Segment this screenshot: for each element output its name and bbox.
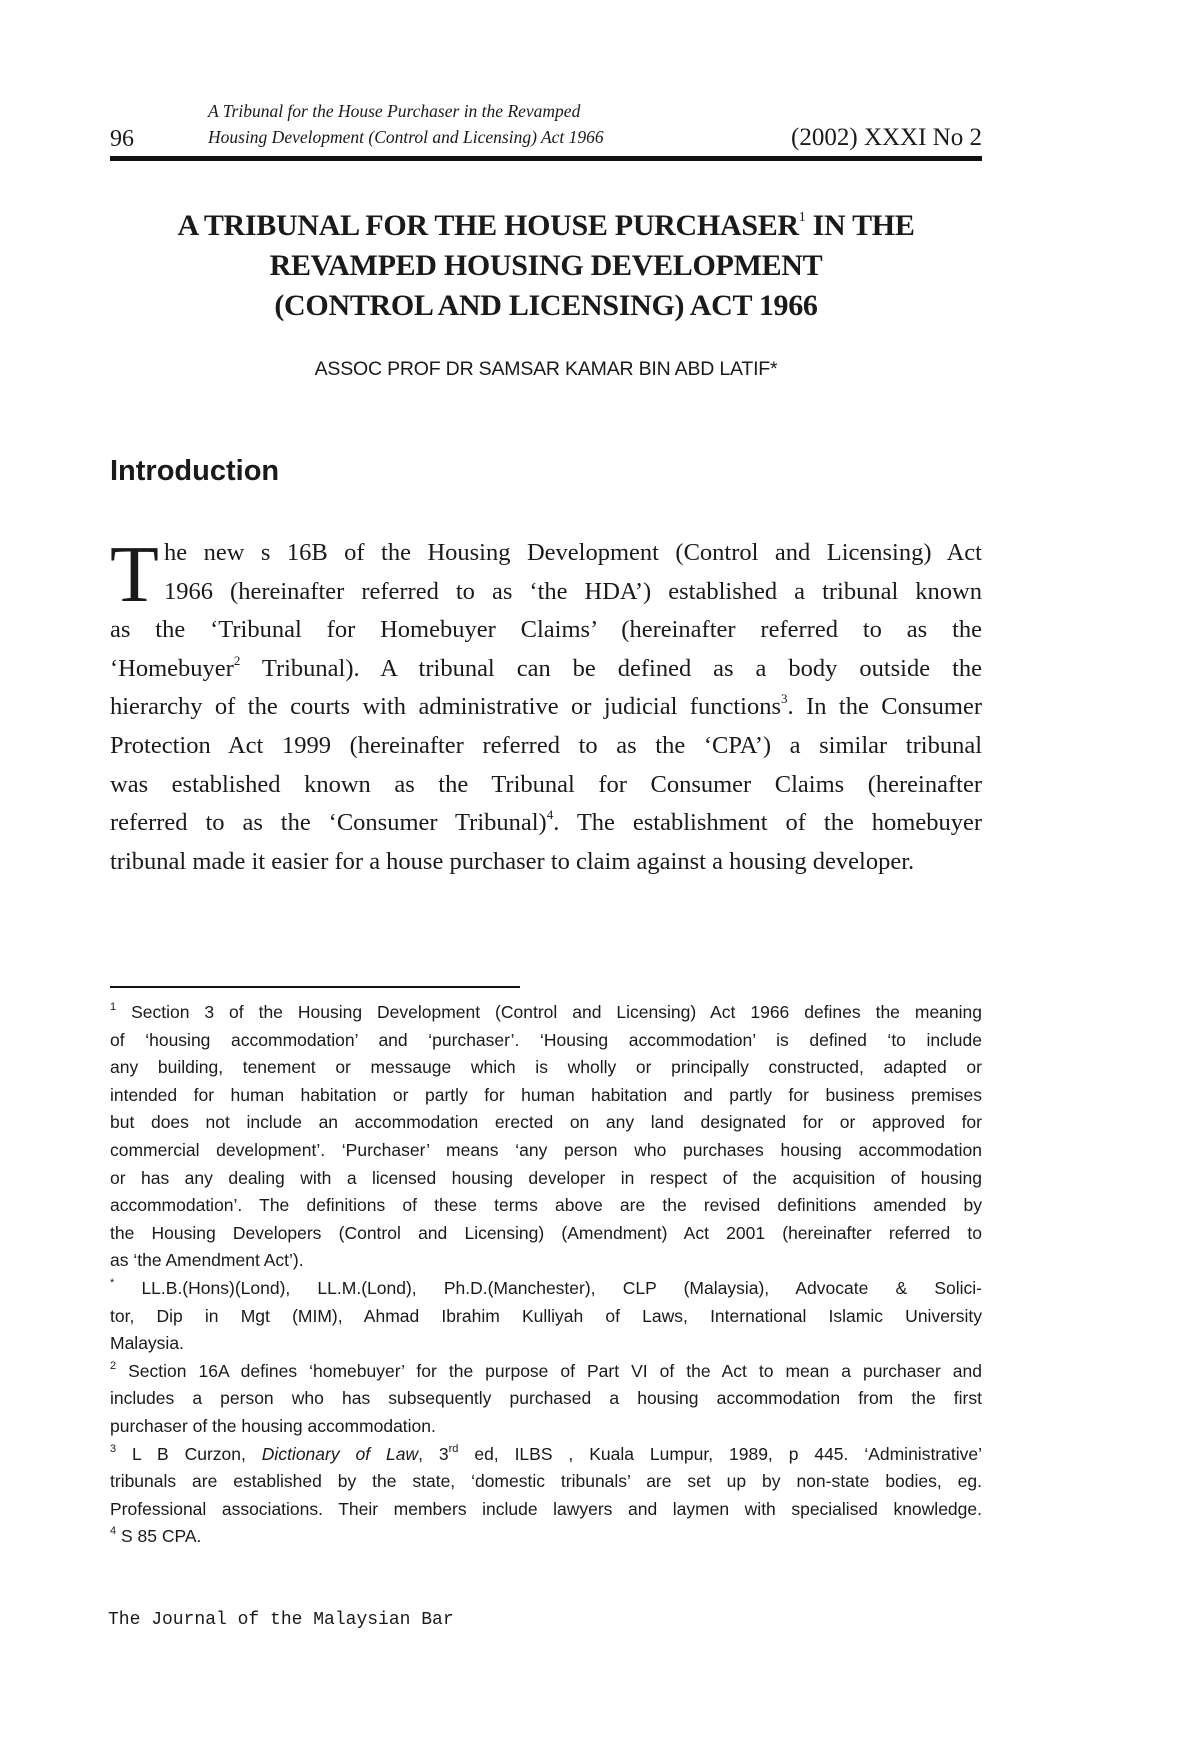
footnote-mark: 3: [110, 1442, 117, 1455]
footnote-line: commercial development’. ‘Purchaser’ means ‘any person who purchases housing accommodation: [110, 1139, 982, 1160]
running-title: [208, 98, 604, 150]
footnote-line: tor, Dip in Mgt (MIM), Ahmad Ibrahim Kulliyah of Laws, International Islamic University: [110, 1305, 982, 1326]
paragraph-line: [110, 804, 982, 843]
footnote-3: [110, 1441, 982, 1524]
footnote-mark: 2: [110, 1359, 117, 1372]
footnote-line: as ‘the Amendment Act’).: [110, 1250, 304, 1271]
footnote-text: Section 16A defines ‘homebuyer’ for the purpose of Part VI of the Act to mean a purchaser and: [116, 1360, 982, 1381]
paragraph-line: tribunal made it easier for a house purchaser to claim against a housing developer.: [110, 847, 915, 875]
running-title-line: Housing Development (Control and Licensing) Act 1966: [208, 127, 604, 147]
paragraph-text: Tribunal). A tribunal can be defined as a body outside the: [240, 654, 982, 682]
paragraph-text: hierarchy of the courts with administrative or judicial functions: [110, 693, 781, 721]
paragraph-line: 1966 (hereinafter referred to as ‘the HDA’) established a tribunal known: [164, 577, 982, 605]
paragraph-line: as the ‘Tribunal for Homebuyer Claims’ (hereinafter referred to as the: [110, 616, 982, 644]
footnote-text: S 85 CPA.: [116, 1526, 202, 1547]
intro-paragraph: [110, 531, 982, 881]
paragraph-text: . In the Consumer: [787, 693, 982, 721]
footnote-mark: 1: [110, 1001, 117, 1013]
footnote-ref: 1: [798, 210, 806, 225]
footnote-line: Malaysia.: [110, 1333, 184, 1354]
footnote-line: [110, 1275, 982, 1303]
footnote-line: [110, 999, 982, 1027]
author-line: ASSOC PROF DR SAMSAR KAMAR BIN ABD LATIF*: [314, 358, 778, 380]
footnote-text: , 3: [418, 1443, 449, 1464]
footnote-ref: 3: [781, 691, 788, 707]
footnote-line: any building, tenement or messauge which is wholly or principally constructed, adapted or: [110, 1057, 982, 1078]
page-number: 96: [110, 126, 134, 152]
drop-cap: T: [110, 531, 159, 619]
title-text: IN THE: [805, 209, 915, 242]
running-title-line: A Tribunal for the House Purchaser in the Revamped: [208, 101, 581, 121]
journal-footer: The Journal of the Malaysian Bar: [108, 1610, 454, 1630]
paragraph-line: [110, 650, 982, 689]
footnote-mark: 4: [110, 1525, 117, 1538]
ordinal-suffix: rd: [448, 1442, 459, 1455]
footnote-line: the Housing Developers (Control and Licensing) (Amendment) Act 2001 (hereinafter referred to: [110, 1222, 982, 1243]
footnote-line: purchaser of the housing accommodation.: [110, 1415, 436, 1436]
paragraph-text: referred to as the ‘Consumer Tribunal): [110, 809, 547, 837]
paragraph-line: [110, 688, 982, 727]
footnote-text: Section 3 of the Housing Development (Control and Licensing) Act 1966 defines the meaning: [116, 1002, 982, 1022]
footnote-line: includes a person who has subsequently purchased a housing accommodation from the first: [110, 1388, 982, 1409]
footnote-line: of ‘housing accommodation’ and ‘purchaser’. ‘Housing accommodation’ is defined ‘to include: [110, 1029, 982, 1050]
issue-label: (2002) XXXI No 2: [791, 124, 982, 151]
title-line: (CONTROL AND LICENSING) ACT 1966: [274, 289, 818, 322]
section-heading: Introduction: [110, 455, 280, 487]
footnote-ref: 4: [546, 807, 554, 823]
footnote-line: accommodation’. The definitions of these terms above are the revised definitions amended by: [110, 1195, 982, 1216]
footnotes: [110, 999, 982, 1551]
paragraph-line: he new s 16B of the Housing Development (Control and Licensing) Act: [164, 539, 982, 566]
running-header: [110, 96, 982, 158]
footnote-line: but does not include an accommodation erected on any land designated for or approved for: [110, 1112, 982, 1133]
title-line: REVAMPED HOUSING DEVELOPMENT: [269, 249, 823, 282]
footnote-text: ed, ILBS , Kuala Lumpur, 1989, p 445. ‘Administrative’: [458, 1443, 982, 1464]
footnote-ref: 2: [233, 652, 241, 668]
book-title: Dictionary of Law: [261, 1443, 419, 1464]
footnote-author: [110, 1275, 982, 1358]
footnote-line: or has any dealing with a licensed housing developer in respect of the acquisition of housing: [110, 1167, 982, 1188]
footnote-text: LL.B.(Hons)(Lond), LL.M.(Lond), Ph.D.(Manchester), CLP (Malaysia), Advocate & Solici-: [114, 1277, 982, 1298]
footnote-line: [110, 1358, 982, 1386]
footnote-line: tribunals are established by the state, ‘domestic tribunals’ are set up by non-state bodies, eg.: [110, 1471, 982, 1492]
header-rule: [110, 156, 982, 161]
footnote-line: intended for human habitation or partly for human habitation and partly for business premises: [110, 1084, 982, 1105]
paragraph-line: was established known as the Tribunal for Consumer Claims (hereinafter: [110, 770, 982, 798]
footnote-separator: [110, 986, 520, 988]
paragraph-line: Protection Act 1999 (hereinafter referred to as the ‘CPA’) a similar tribunal: [110, 731, 982, 759]
article-title: [110, 198, 982, 326]
footnote-line: Professional associations. Their members include lawyers and laymen with specialised knowledge.: [110, 1498, 982, 1519]
paragraph-text: . The establishment of the homebuyer: [553, 809, 982, 837]
paragraph-text: ‘Homebuyer: [110, 654, 234, 682]
footnote-text: L B Curzon,: [116, 1443, 262, 1464]
footnote-mark: *: [110, 1276, 115, 1289]
footnote-2: [110, 1358, 982, 1441]
footnote-4: [110, 1523, 982, 1551]
title-line: [110, 198, 982, 246]
title-text: A TRIBUNAL FOR THE HOUSE PURCHASER: [177, 209, 799, 242]
footnote-line: [110, 1441, 982, 1469]
footnote-1: [110, 999, 982, 1275]
footnote-line: [110, 1523, 982, 1551]
